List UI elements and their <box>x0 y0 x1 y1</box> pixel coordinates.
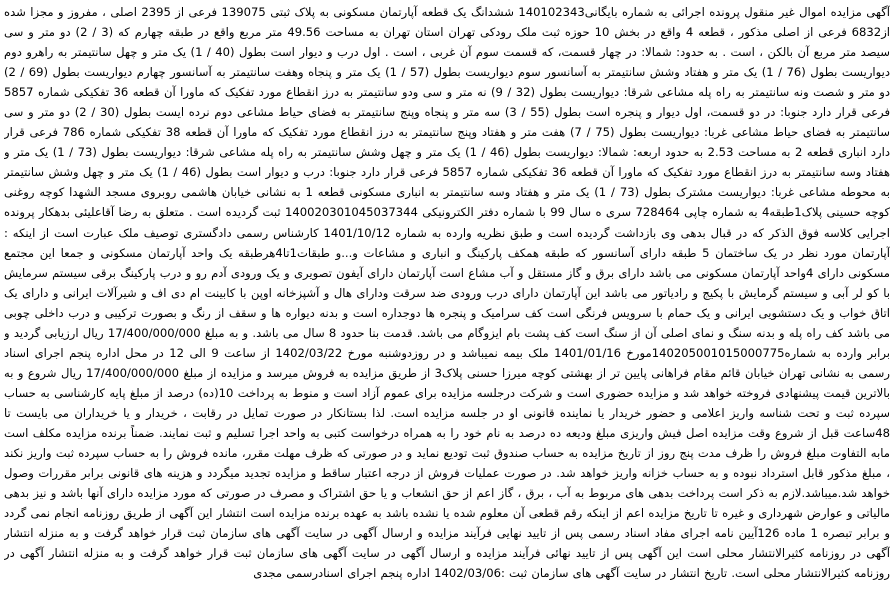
auction-notice-text: آگهی مزایده اموال غیر منقول پرونده اجرائی به شماره بایگانی140102343 ششدانگ یک قطعه آپارتمان مسکونی به پلاک ثبتی 139075 فرعی از 2395 اصلی ، مفروز و مجزا شده از6832 فرعی از اصلی مذکور ، قطعه 4 واقع در بخش 10 حوزه ثبت ملک رودکی تهران استان تهران به مساحت 49.56 متر مربع واقع در طبقه چهارم که (3 / 2) دو متر و سی سیصد متر مربع آن بالکن ، است . به حدود: شمالا: در چهار قسمت، که قسمت سوم آن غربی ، است . اول درب و دیوار است بطول (40 / 1) یک متر و چهل سانتیمتر به راهرو دوم دیواریست بطول (76 / 1) یک متر و هفتاد وشش سانتیمتر به آسانسور سوم دیواریست بطول (57 / 1) یک متر و پنجاه وهفت سانتیمتر به آسانسور چهارم دیواریست بطول (69 / 2) دو متر و شصت ونه سانتیمتر به راه پله مشاعی شرقا: دیواریست بطول (32 / 9) نه متر و سی ودو سانتیمتر به درز انقطاع مورد تفکیک که ماورا آن قطعه 36 تفکیکی شماره 5857 فرعی قرار دارد جنوبا: در دو قسمت، اول دیوار و پنجره است بطول (55 / 3) سه متر و پنجاه وپنج سانتیمتر به فضای حیاط مشاعی دوم نرده ایست بطول (30 / 2) دو متر و سی سانتیمتر به فضای حیاط مشاعی غربا: دیواریست بطول (75 / 7) هفت متر و هفتاد وپنج سانتیمتر به درز انقطاع مورد تفکیک که ماورا آن قطعه 38 تفکیکی شماره 786 فرعی قرار دارد انباری قطعه 2 به مساحت 2.53 به حدود اربعه: شمالا: دیواریست بطول (46 / 1) یک متر و چهل وشش سانتیمتر به راه پله مشاعی شرقا: دیواریست بطول (73 / 1) یک متر و هفتاد وسه سانتیمتر به درز انقطاع مورد تفکیک که ماورا آن قطعه 36 تفکیکی شماره 5857 فرعی قرار دارد جنوبا: درب و دیوار است بطول (46 / 1) یک متر و چهل وشش سانتیمتر به محوطه مشاعی غربا: دیواریست مشترک بطول (73 / 1) یک متر و هفتاد وسه سانتیمتر به انباری مسکونی قطعه 1 به نشانی خیابان هاشمی روبروی مسجد الشهدا کوچه روغنی کوچه حسینی پلاک1طبقه4 به شماره چاپی 728464 سری ه سال 99 با شماره دفتر الکترونیکی 140020301045037344 ثبت گردیده است . متعلق به رضا آقاعلیئی بدهکار پرونده اجرایی کلاسه فوق الذکر که در قبال بدهی وی بازداشت گردیده است و طبق نظریه وارده به شماره 1401/10/12 کارشناس رسمی دادگستری توصیف ملک عبارت است از اینکه : آپارتمان مورد نظر در یک ساختمان 5 طبقه دارای آسانسور که طبقه همکف پارکینگ و انباری و مشاعات و...و طبقات1تا4هرطبقه یک واحد آپارتمان مسکونی و جمعا این مجتمع مسکونی دارای 4واحد آپارتمان مسکونی می باشد دارای برق و گاز مستقل و آب مشاع است آپارتمان دارای آیفون تصویری و یک ورودی آدم رو و درب پارکینگ برقی سیستم سرمایش با کو لر آبی و سیستم گرمایش با پکیج و رادیاتور می باشد این آپارتمان دارای درب ورودی ضد سرقت ودارای هال و آشپزخانه اوپن با کابینت ام دی اف و شیرآلات ایرانی و دارای یک اتاق خواب و یک دستشویی ایرانی و یک حمام با سرویس فرنگی است کف سرامیک و پنجره ها دوجداره است و بدنه دیواره ها و سقف از رنگ و بصورت ترکیبی و درب داخلی چوبی می باشد کف راه پله و بدنه سنگ و نمای اصلی آن از سنگ است کف پشت بام ایزوگام می باشد. قدمت بنا حدود 8 سال می باشد. و به مبلغ 17/400/000/000 ریال ارزیابی گردید و برابر وارده به شماره140205001015000775مورخ 1401/01/16 ملک بیمه نمیباشد و در روزدوشنبه مورخ 1402/03/22 از ساعت 9 الی 12 در محل اداره پنجم اجرای اسناد رسمی به نشانی تهران خیابان قائم مقام فراهانی پایین تر از بهشتی کوچه میرزا حسنی پلاک3 از طریق مزایده به فروش میرسد و مزایده از مبلغ 17/400/000/000 ریال شروع و به بالاترین قیمت پیشنهادی فروخته خواهد شد و مزایده حضوری است و شرکت درجلسه مزایده برای عموم آزاد است و منوط به پرداخت 10(ده) درصد از مبلغ پایه کارشناسی به حساب سپرده ثبت و تحت شناسه واریز اعلامی و حضور خریدار یا نماینده قانونی او در جلسه مزایده است. لذا بستانکار در صورت تمایل در رقابت ، خریدار و یا خریداران می بایست تا 48ساعت قبل از شروع وقت مزایده اصل فیش واریزی مبلغ ودیعه ده درصد به نام خود را به همراه درخواست کتبی به واحد اجرا تسلیم و ثبت نمایند. ضمناً برنده مزایده مکلف است مابه التفاوت مبلغ فروش را ظرف مدت پنج روز از تاریخ مزایده به حساب صندوق ثبت تودیع نماید و در صورتی که ظرف مهلت مقرر، مانده فروش را به حساب سپرده ثبت واریز نکند ، مبلغ مذکور قابل استرداد نبوده و به حساب خزانه واریز خواهد شد. در صورت عملیات فروش از درجه اعتبار ساقط و مزایده تجدید میگردد و هزینه های قانونی برابر مقررات وصول خواهد شد.میباشد.لازم به ذکر است پرداخت بدهی های مربوط به آب ، برق ، گاز اعم از حق انشعاب و یا حق اشتراک و مصرف در صورتی که مورد مزایده دارای آنها باشد و نیز بدهی مالیاتی و عوارض شهرداری و غیره تا تاریخ مزایده اعم از اینکه رقم قطعی آن معلوم شده یا نشده باشد به عهده برنده مزایده است انتشار این آگهی از طریق روزنامه انجام نمی گردد و برابر تبصره 1 ماده 126آیین نامه اجرای مفاد اسناد رسمی پس از تایید نهایی فرآیند مزایده و ارسال آگهی در سایت آگهی های سازمان ثبت قرار خواهد گرفت و به منزله انتشار آگهی در روزنامه کثیرالانتشار محلی است این آگهی پس از تایید نهائی فرآیند مزایده و ارسال آگهی در سایت آگهی های سازمان ثبت قرار خواهد گرفت و به منزله انتشار آگهی در روزنامه کثیرالانتشار محلی است. تاریخ انتشار در سایت آگهی های سازمان ثبت :1402/03/06 اداره پنجم اجرای اسنادرسمی مجدی <box>4 5 890 581</box>
